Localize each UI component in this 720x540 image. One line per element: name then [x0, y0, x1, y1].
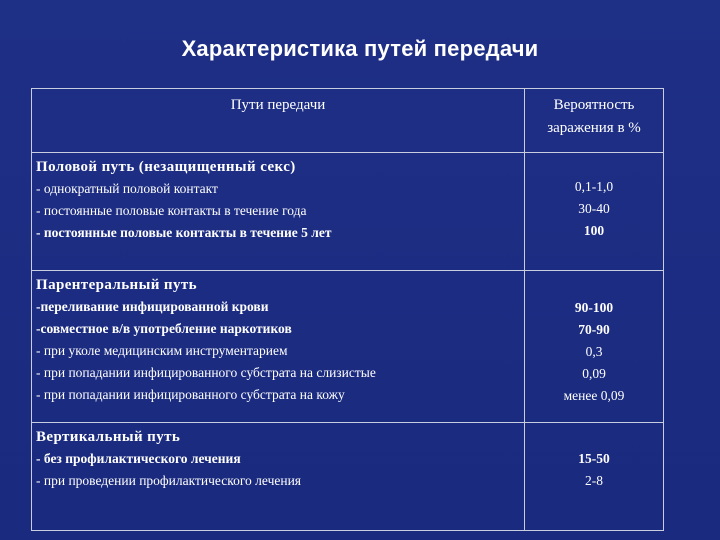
probability-value: 15-50 — [578, 451, 610, 466]
header-cell-routes — [32, 89, 525, 153]
values-cell-sexual — [525, 153, 664, 271]
header-probability-line1: Вероятность — [553, 97, 635, 113]
table-row-vertical — [32, 423, 664, 531]
probability-value: менее 0,09 — [563, 388, 625, 403]
route-item: -переливание инфицированной крови — [36, 299, 269, 314]
route-item: - постоянные половые контакты в течение 5 лет — [36, 225, 332, 240]
routes-cell-sexual — [32, 153, 525, 271]
probability-value: 0,3 — [585, 344, 603, 359]
values-cell-parenteral — [525, 271, 664, 423]
route-item: - при проведении профилактического лечения — [36, 473, 302, 488]
probability-value: 30-40 — [578, 201, 610, 216]
header-probability-line2: заражения в % — [547, 120, 641, 136]
route-item: - при попадании инфицированного субстрата на кожу — [36, 387, 345, 402]
route-item: - однократный половой контакт — [36, 181, 218, 196]
probability-value: 2-8 — [585, 473, 603, 488]
section-title-sexual: Половой путь (незащищенный секс) — [36, 159, 296, 175]
routes-cell-parenteral — [32, 271, 525, 423]
probability-value: 90-100 — [574, 300, 614, 315]
header-routes-label: Пути передачи — [230, 97, 326, 113]
values-cell-vertical — [525, 423, 664, 531]
probability-value: 0,1-1,0 — [574, 179, 614, 194]
route-item: - при уколе медицинским инструментарием — [36, 343, 288, 358]
section-title-vertical: Вертикальный путь — [36, 429, 181, 445]
route-item: -совместное в/в употребление наркотиков — [36, 321, 292, 336]
slide-title: Характеристика путей передачи — [181, 36, 539, 61]
route-item: - без профилактического лечения — [36, 451, 241, 466]
probability-value: 70-90 — [578, 322, 610, 337]
table-row-parenteral — [32, 271, 664, 423]
table-row-sexual — [32, 153, 664, 271]
table-header-row — [32, 89, 664, 153]
probability-value: 0,09 — [582, 366, 606, 381]
probability-value: 100 — [583, 223, 605, 238]
route-item: - при попадании инфицированного субстрата на слизистые — [36, 365, 376, 380]
transmission-table — [31, 88, 664, 531]
section-title-parenteral: Парентеральный путь — [36, 277, 197, 293]
header-cell-probability — [525, 89, 664, 153]
routes-cell-vertical — [32, 423, 525, 531]
route-item: - постоянные половые контакты в течение года — [36, 203, 307, 218]
